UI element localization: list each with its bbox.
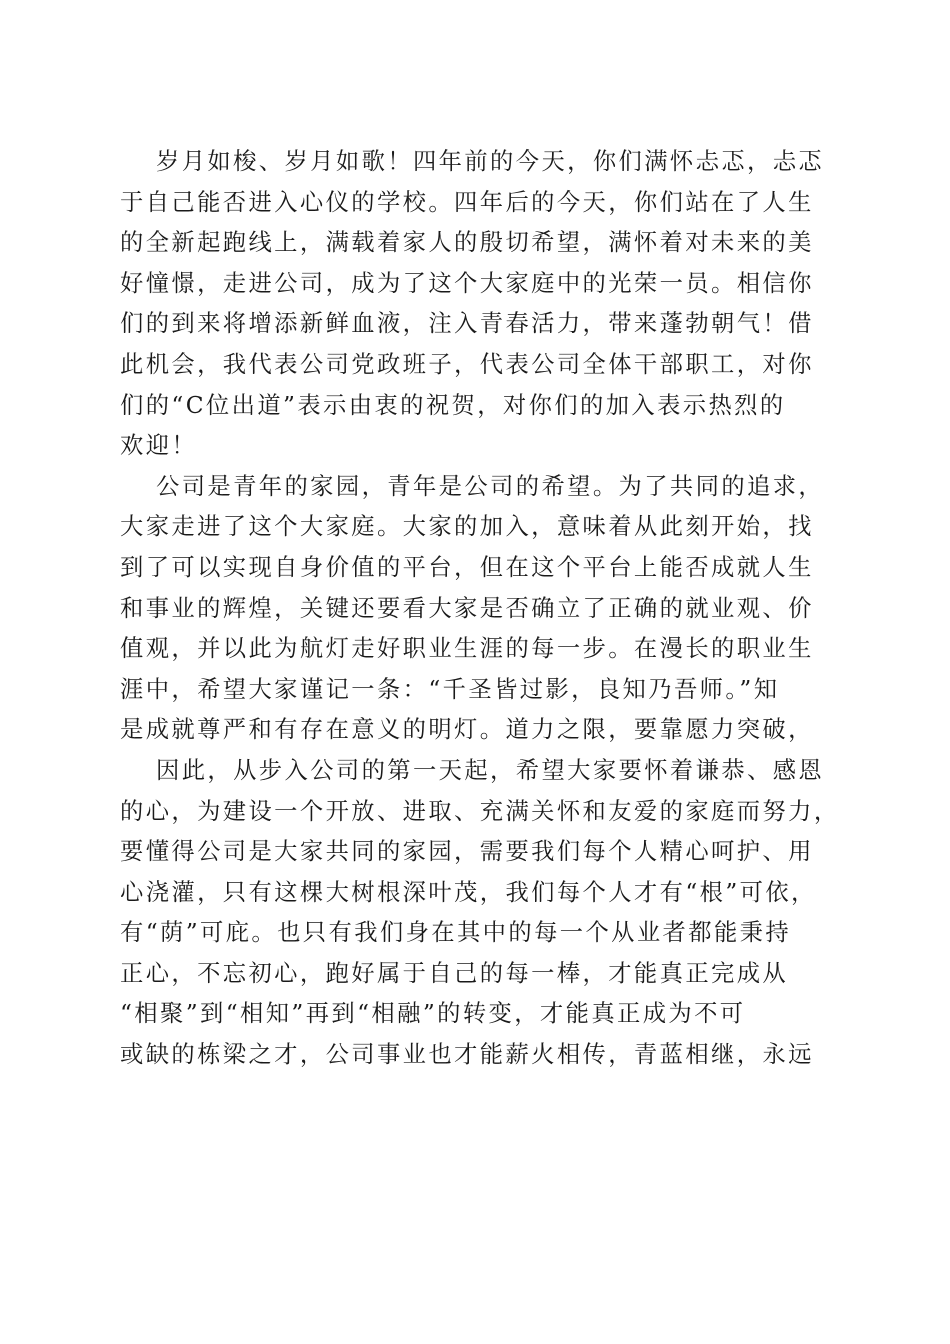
text-line: 因此，从步入公司的第一天起，希望大家要怀着谦恭、感恩 <box>156 756 825 784</box>
text-line: 此机会，我代表公司党政班子，代表公司全体干部职工，对你 <box>120 350 814 378</box>
text-line: 大家走进了这个大家庭。大家的加入，意味着从此刻开始，找 <box>120 513 814 541</box>
text-line: 到了可以实现自身价值的平台，但在这个平台上能否成就人生 <box>120 553 814 581</box>
text-line: 好憧憬，走进公司，成为了这个大家庭中的光荣一员。相信你 <box>120 269 814 297</box>
text-line: “相聚”到“相知”再到“相融”的转变，才能真正成为不可 <box>120 1000 746 1028</box>
text-line: 值观，并以此为航灯走好职业生涯的每一步。在漫长的职业生 <box>120 635 814 663</box>
text-line: 要懂得公司是大家共同的家园，需要我们每个人精心呵护、用 <box>120 838 814 866</box>
text-line: 有“荫”可庇。也只有我们身在其中的每一个从业者都能秉持 <box>120 919 792 947</box>
paragraph-2 <box>120 467 830 751</box>
text-line: 们的到来将增添新鲜血液，注入青春活力，带来蓬勃朝气！借 <box>120 310 814 338</box>
text-line: 涯中，希望大家谨记一条：“千圣皆过影，良知乃吾师。”知 <box>120 675 780 703</box>
paragraph-1 <box>120 142 830 467</box>
text-line: 是成就尊严和有存在意义的明灯。道力之限，要靠愿力突破， <box>120 716 814 744</box>
text-line: 的心，为建设一个开放、进取、充满关怀和友爱的家庭而努力， <box>120 797 840 825</box>
text-line: 于自己能否进入心仪的学校。四年后的今天，你们站在了人生 <box>120 188 814 216</box>
paragraph-3 <box>120 751 840 1076</box>
text-line: 们的“C位出道”表示由衷的祝贺，对你们的加入表示热烈的 <box>120 391 786 419</box>
text-line: 公司是青年的家园，青年是公司的希望。为了共同的追求， <box>156 472 825 500</box>
document-body <box>120 142 840 1076</box>
text-line: 欢迎！ <box>120 432 198 460</box>
text-line: 或缺的栋梁之才，公司事业也才能薪火相传，青蓝相继，永远 <box>120 1041 814 1069</box>
text-line: 心浇灌，只有这棵大树根深叶茂，我们每个人才有“根”可依， <box>120 878 817 906</box>
text-line: 正心，不忘初心，跑好属于自己的每一棒，才能真正完成从 <box>120 959 789 987</box>
text-line: 的全新起跑线上，满载着家人的殷切希望，满怀着对未来的美 <box>120 229 814 257</box>
text-line: 和事业的辉煌，关键还要看大家是否确立了正确的就业观、价 <box>120 594 814 622</box>
text-line: 岁月如梭、岁月如歌！四年前的今天，你们满怀忐忑，忐忑 <box>156 148 825 175</box>
